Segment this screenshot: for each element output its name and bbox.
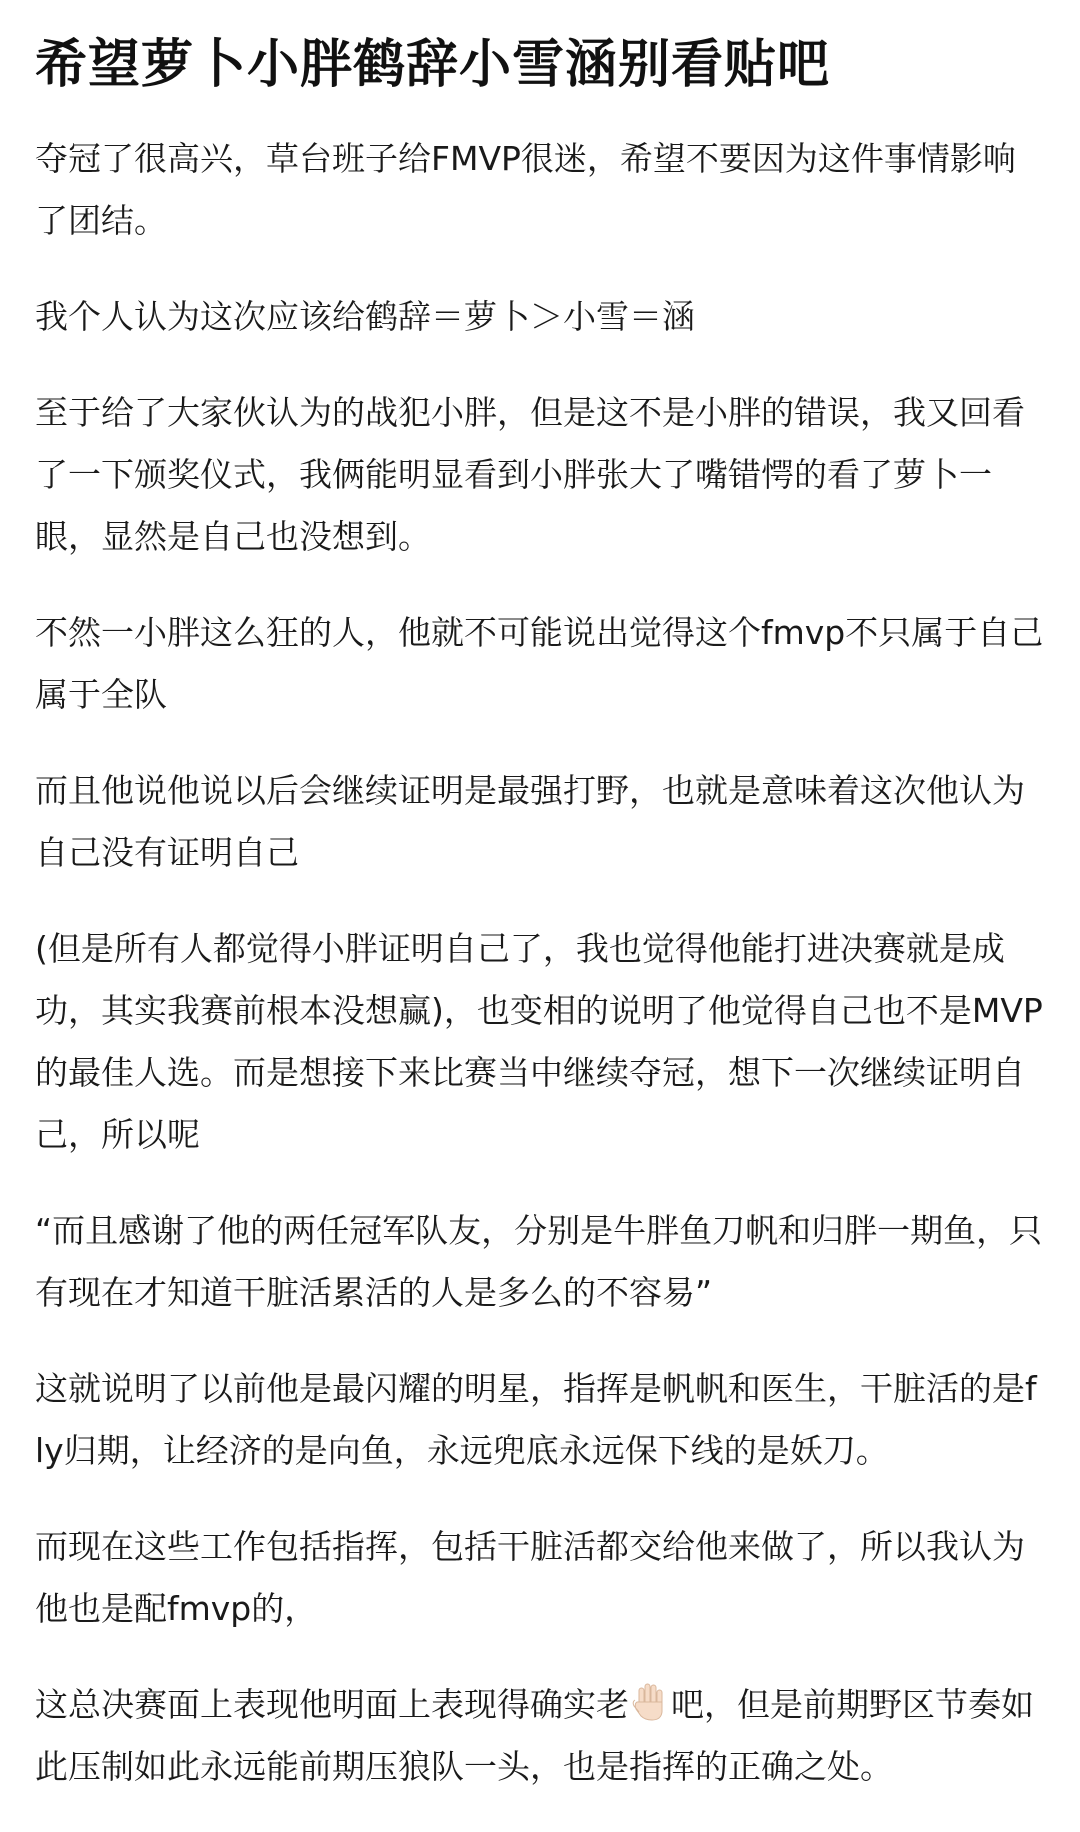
paragraph-4: 不然一小胖这么狂的人，他就不可能说出觉得这个fmvp不只属于自己属于全队 <box>35 613 1044 714</box>
paragraph-8: 这就说明了以前他是最闪耀的明星，指挥是帆帆和医生，干脏活的是fly归期，让经济的是向鱼，永远兜底永远保下线的是妖刀。 <box>35 1369 1037 1470</box>
article-title: 希望萝卜小胖鹤辞小雪涵别看贴吧 <box>35 35 831 95</box>
paragraph-10-after-emoji: 吧，但是前期野区节奏如此压制如此永远能前期压狼队一头，也是指挥的正确之处。 <box>35 1685 1034 1786</box>
paragraph-9: 而现在这些工作包括指挥，包括干脏活都交给他来做了，所以我认为他也是配fmvp的， <box>35 1527 1025 1628</box>
paragraph-3: 至于给了大家伙认为的战犯小胖，但是这不是小胖的错误，我又回看了一下颁奖仪式，我俩能明显看到小胖张大了嘴错愕的看了萝卜一眼，显然是自己也没想到。 <box>35 393 1025 556</box>
article <box>35 30 1045 1832</box>
paragraph-10 <box>35 1674 1045 1798</box>
paragraph-7: “而且感谢了他的两任冠军队友，分别是牛胖鱼刀帆和归胖一期鱼，只有现在才知道干脏活累活的人是多么的不容易” <box>35 1211 1043 1312</box>
paragraph-6: (但是所有人都觉得小胖证明自己了，我也觉得他能打进决赛就是成功，其实我赛前根本没想赢)，也变相的说明了他觉得自己也不是MVP的最佳人选。而是想接下来比赛当中继续夺冠，想下一次继续证明自己，所以呢 <box>35 929 1043 1154</box>
paragraph-1: 夺冠了很高兴，草台班子给FMVP很迷，希望不要因为这件事情影响了团结。 <box>35 139 1016 240</box>
paragraph-5: 而且他说他说以后会继续证明是最强打野，也就是意味着这次他认为自己没有证明自己 <box>35 771 1025 872</box>
paragraph-2: 我个人认为这次应该给鹤辞＝萝卜＞小雪＝涵 <box>35 297 695 336</box>
raised-hand-emoji-icon <box>631 1682 669 1722</box>
paragraph-10-before-emoji: 这总决赛面上表现他明面上表现得确实老 <box>35 1685 629 1724</box>
